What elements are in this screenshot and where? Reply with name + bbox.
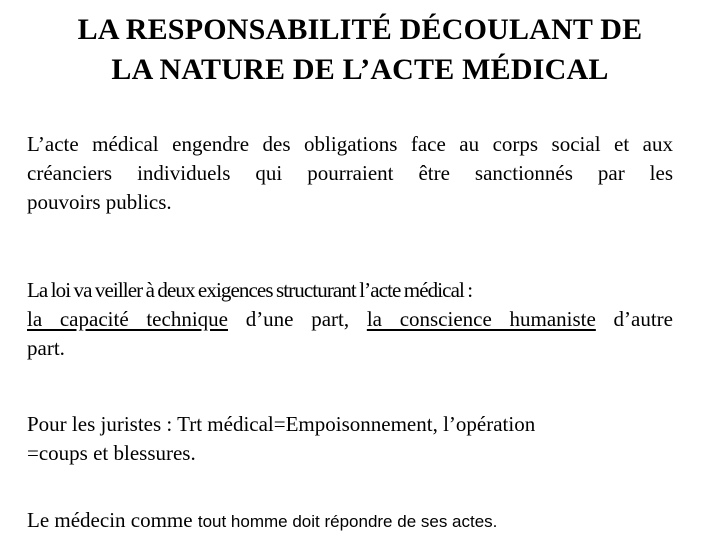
paragraph-exigences-line-3: part. <box>27 336 65 360</box>
slide-title <box>0 10 720 90</box>
title-line-2: LA NATURE DE L’ACTE MÉDICAL <box>111 53 609 86</box>
paragraph-juristes-line-2: =coups et blessures. <box>27 441 196 465</box>
paragraph-exigences <box>27 276 673 363</box>
paragraph-obligations-line-1: L’acte médical engendre des obligations face au corps social et aux <box>27 132 673 156</box>
paragraph-exigences-line-1: La loi va veiller à deux exigences structurant l’acte médical : <box>27 278 473 302</box>
paragraph-obligations-line-3: pouvoirs publics. <box>27 190 172 214</box>
paragraph-medecin-serif: Le médecin comme <box>27 508 198 532</box>
term-conscience-humaniste: la conscience humaniste <box>366 307 596 331</box>
paragraph-juristes <box>27 410 673 468</box>
paragraph-medecin-sans: tout homme doit répondre de ses actes. <box>197 512 498 531</box>
text-dune-part: d’une part, <box>227 307 367 331</box>
paragraph-exigences-line-2 <box>27 305 673 334</box>
paragraph-obligations <box>27 130 673 217</box>
paragraph-obligations-line-2: créanciers individuels qui pourraient être sanctionnés par les <box>27 161 673 185</box>
paragraph-juristes-line-1: Pour les juristes : Trt médical=Empoisonnement, l’opération <box>27 412 536 436</box>
term-capacite-technique: la capacité technique <box>27 307 228 331</box>
paragraph-medecin <box>27 506 673 536</box>
text-dautre: d’autre <box>595 307 673 331</box>
title-line-1: LA RESPONSABILITÉ DÉCOULANT DE <box>77 13 643 46</box>
